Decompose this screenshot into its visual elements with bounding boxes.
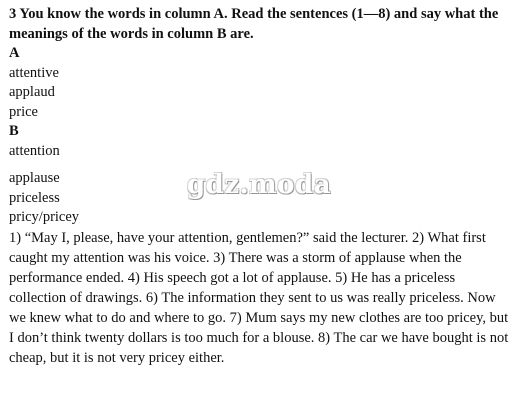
example-sentences: 1) “May I, please, have your attention, gentlemen?” said the lecturer. 2) What first caught my attention was his voice. 3) There was a storm of applause when the performance ended. 4) His speech got a lot of applause. 5) He has a priceless collection of drawings. 6) The information they sent to us was really priceless. Now we knew what to do and where to go. 7) Mum says my new clothes are too pricey, but I don’t think twenty dollars is too much for a blouse. 8) The car we have bought is not cheap, but it is not very pricey either.	[9, 229, 509, 366]
column-b-label: B	[9, 123, 19, 139]
column-a-word: price	[9, 103, 38, 120]
column-b-word: applause	[9, 170, 60, 186]
column-b-word: attention	[9, 142, 60, 159]
spacer	[9, 161, 517, 169]
column-a-word: attentive	[9, 64, 59, 81]
task-instruction: 3 You know the words in column A. Read the sentences (1—8) and say what the meanings of the words in column B are.	[9, 6, 499, 42]
watermark-logo: gdz.moda	[187, 170, 332, 200]
column-a-word: applaud	[9, 84, 55, 100]
column-b-word: priceless	[9, 189, 60, 206]
column-a-label: A	[9, 45, 20, 61]
column-b-word: pricy/pricey	[9, 209, 80, 225]
